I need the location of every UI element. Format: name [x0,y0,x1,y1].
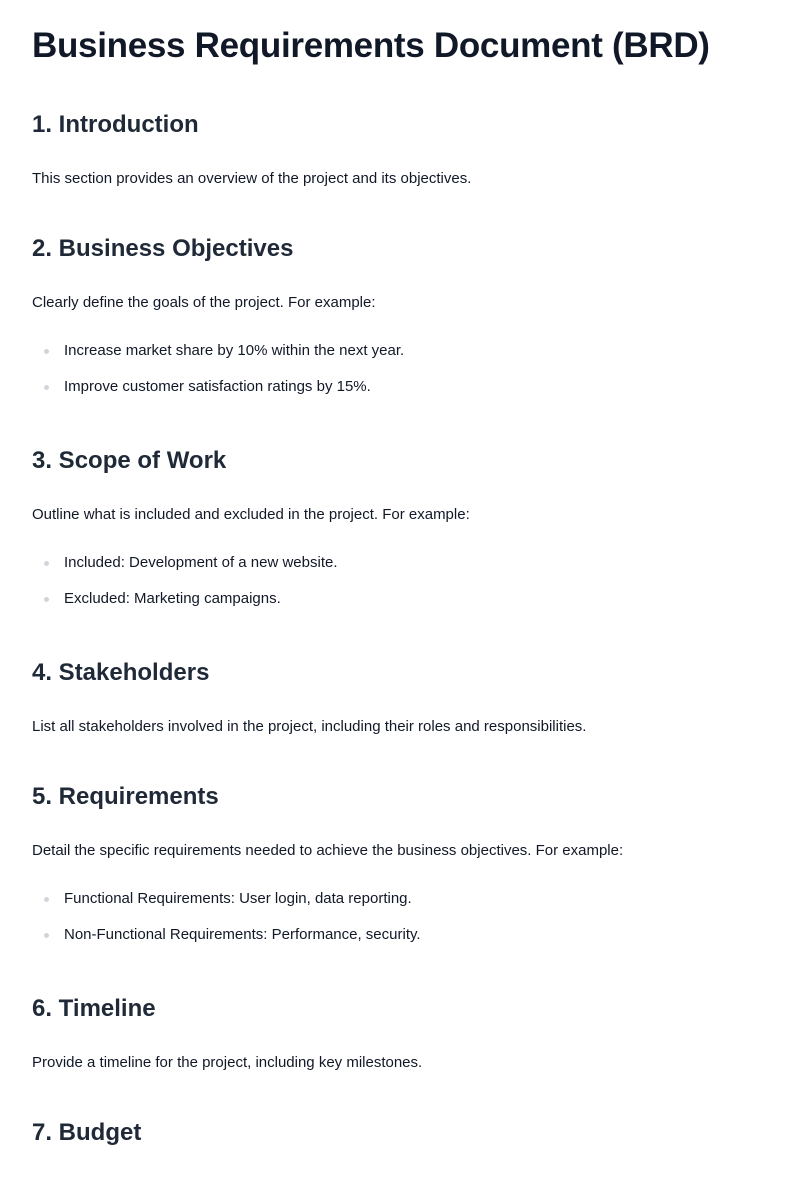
list-item [32,889,772,909]
bullet-list [32,341,772,397]
section-text: Detail the specific requirements needed to achieve the business objectives. For example: [32,842,624,859]
bullet-dot [44,561,49,566]
bullet-list [32,553,772,609]
section-introduction [32,111,772,189]
section-budget [32,1119,772,1147]
section-stakeholders [32,659,772,737]
document-page [32,0,772,1147]
list-item [32,553,772,573]
list-item-text: Improve customer satisfaction ratings by 15%. [64,378,371,395]
section-text: This section provides an overview of the project and its objectives. [32,170,472,187]
section-heading: 5. Requirements [32,783,219,810]
section-heading: 3. Scope of Work [32,447,227,474]
section-text: Clearly define the goals of the project. For example: [32,294,376,311]
list-item [32,925,772,945]
section-timeline [32,995,772,1073]
section-text: Provide a timeline for the project, including key milestones. [32,1054,423,1071]
page-title: Business Requirements Document (BRD) [32,26,710,65]
section-heading: 4. Stakeholders [32,659,210,686]
bullet-dot [44,933,49,938]
section-business-objectives [32,235,772,397]
list-item [32,589,772,609]
section-text: List all stakeholders involved in the project, including their roles and responsibilities. [32,718,587,735]
section-heading: 7. Budget [32,1119,142,1146]
section-scope-of-work [32,447,772,609]
bullet-dot [44,349,49,354]
list-item-text: Included: Development of a new website. [64,554,338,571]
list-item [32,377,772,397]
bullet-dot [44,597,49,602]
section-heading: 2. Business Objectives [32,235,294,262]
list-item [32,341,772,361]
section-heading: 6. Timeline [32,995,156,1022]
section-heading: 1. Introduction [32,111,199,138]
section-text: Outline what is included and excluded in the project. For example: [32,506,470,523]
list-item-text: Increase market share by 10% within the next year. [64,342,405,359]
bullet-dot [44,385,49,390]
list-item-text: Functional Requirements: User login, data reporting. [64,890,412,907]
bullet-dot [44,897,49,902]
list-item-text: Excluded: Marketing campaigns. [64,590,281,607]
list-item-text: Non-Functional Requirements: Performance, security. [64,926,421,943]
section-requirements [32,783,772,945]
bullet-list [32,889,772,945]
